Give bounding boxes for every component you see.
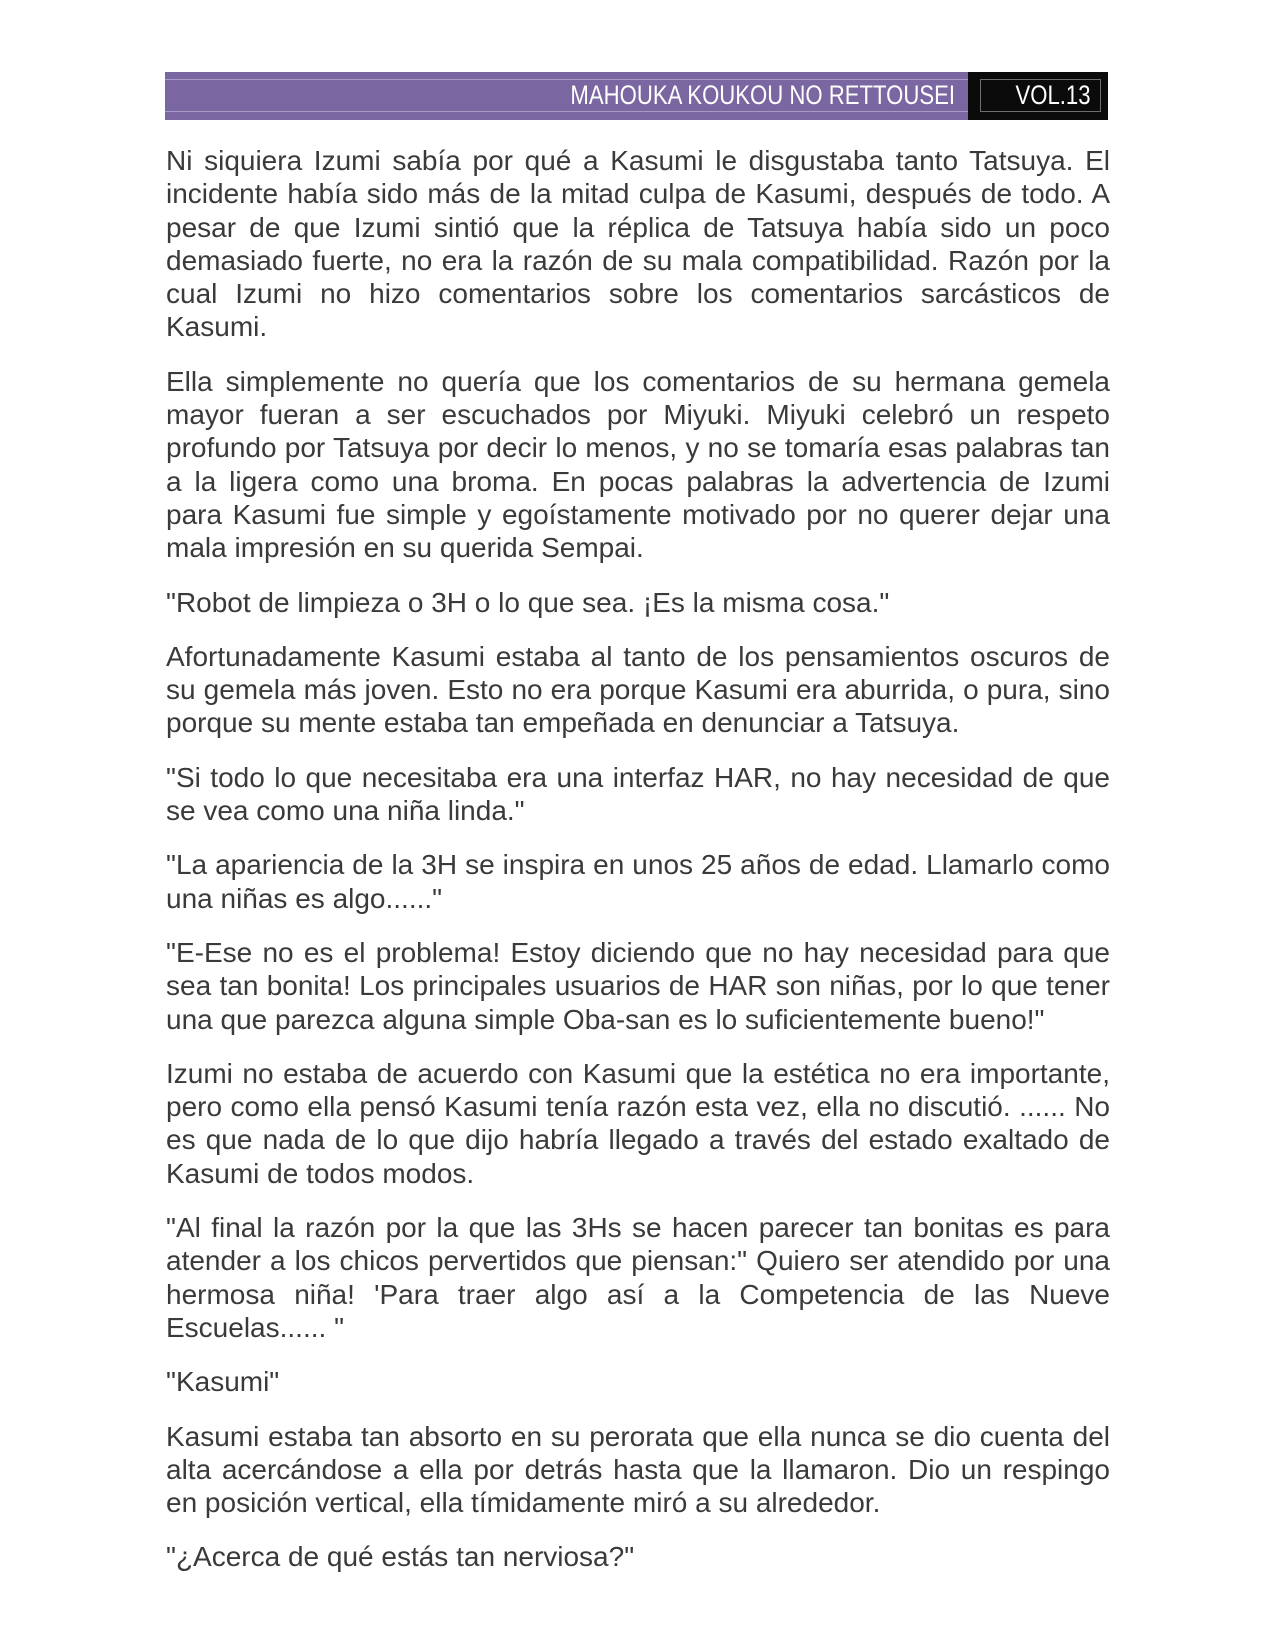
paragraph-dialogue: "Al final la razón por la que las 3Hs se hacen parecer tan bonitas es para atender a los chicos pervertidos que piensan:" Quiero ser atendido por una hermosa niña! 'Para traer algo así a la Competencia de las Nueve Escuelas...... " (166, 1212, 1110, 1343)
page-header (165, 72, 1108, 120)
page-body (166, 144, 1110, 1595)
paragraph-dialogue: "La apariencia de la 3H se inspira en unos 25 años de edad. Llamarlo como una niñas es algo......" (166, 849, 1110, 914)
paragraph: Izumi no estaba de acuerdo con Kasumi que la estética no era importante, pero como ella pensó Kasumi tenía razón esta vez, ella no discutió. ...... No es que nada de lo que dijo habría llegado a través del estado exaltado de Kasumi de todos modos. (166, 1057, 1110, 1189)
paragraph-dialogue: "Si todo lo que necesitaba era una interfaz HAR, no hay necesidad de que se vea como una niña linda." (166, 761, 1110, 827)
volume-inner-frame (980, 79, 1101, 112)
paragraph: Ella simplemente no quería que los comentarios de su hermana gemela mayor fueran a ser escuchados por Miyuki. Miyuki celebró un respeto profundo por Tatsuya por decir lo menos, y no se tomaría esas palabras tan a la ligera como una broma. En pocas palabras la advertencia de Izumi para Kasumi fue simple y egoístamente motivado por no querer dejar una mala impresión en su querida Sempai. (166, 365, 1110, 564)
paragraph-dialogue: "¿Acerca de qué estás tan nerviosa?" (166, 1541, 635, 1573)
paragraph: Afortunadamente Kasumi estaba al tanto de los pensamientos oscuros de su gemela más joven. Esto no era porque Kasumi era aburrida, o pura, sino porque su mente estaba tan empeñada en denunciar a Tatsuya. (166, 640, 1110, 739)
paragraph: Ni siquiera Izumi sabía por qué a Kasumi le disgustaba tanto Tatsuya. El incidente había sido más de la mitad culpa de Kasumi, después de todo. A pesar de que Izumi sintió que la réplica de Tatsuya había sido un poco demasiado fuerte, no era la razón de su mala compatibilidad. Razón por la cual Izumi no hizo comentarios sobre los comentarios sarcásticos de Kasumi. (166, 145, 1110, 343)
header-title-band (165, 72, 968, 120)
volume-number: VOL.13 (1015, 80, 1091, 110)
header-title-inner-frame (165, 79, 968, 112)
book-title: MAHOUKA KOUKOU NO RETTOUSEI (570, 80, 955, 110)
paragraph-dialogue: "Robot de limpieza o 3H o lo que sea. ¡Es la misma cosa." (166, 586, 890, 618)
volume-badge (968, 72, 1108, 120)
paragraph-dialogue: "E-Ese no es el problema! Estoy diciendo que no hay necesidad para que sea tan bonita! Los principales usuarios de HAR son niñas, por lo que tener una que parezca alguna simple Oba-san es lo suficientemente bueno!" (166, 936, 1110, 1035)
paragraph: Kasumi estaba tan absorto en su perorata que ella nunca se dio cuenta del alta acercándose a ella por detrás hasta que la llamaron. Dio un respingo en posición vertical, ella tímidamente miró a su alrededor. (166, 1420, 1110, 1519)
paragraph-dialogue: "Kasumi" (166, 1366, 280, 1398)
